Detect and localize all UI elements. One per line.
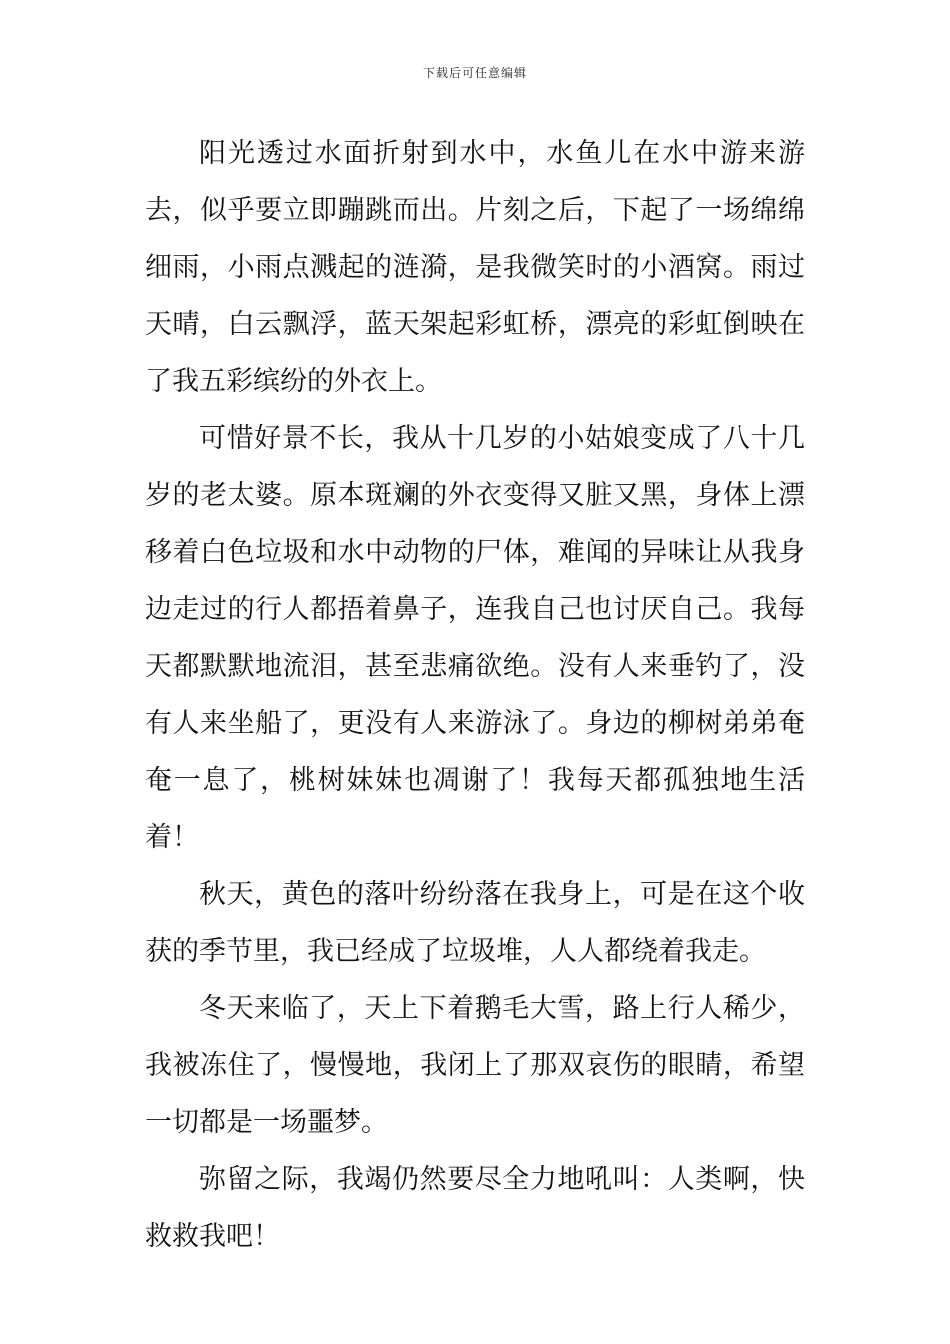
- paragraph-1: 阳光透过水面折射到水中，水鱼儿在水中游来游去，似乎要立即蹦跳而出。片刻之后，下起了一场绵绵细雨，小雨点溅起的涟漪，是我微笑时的小酒窝。雨过天晴，白云飘浮，蓝天架起彩虹桥，漂亮的彩虹倒映在了我五彩缤纷的外衣上。: [145, 138, 805, 397]
- paragraph-4: 冬天来临了，天上下着鹅毛大雪，路上行人稀少，我被冻住了，慢慢地，我闭上了那双哀伤的眼睛，希望一切都是一场噩梦。: [145, 993, 805, 1138]
- paragraph-3: 秋天，黄色的落叶纷纷落在我身上，可是在这个收获的季节里，我已经成了垃圾堆，人人都绕着我走。: [145, 879, 805, 967]
- document-body: [145, 125, 805, 1265]
- page-header: 下载后可任意编辑: [422, 66, 527, 80]
- paragraph-2: 可惜好景不长，我从十几岁的小姑娘变成了八十几岁的老太婆。原本斑斓的外衣变得又脏又黑，身体上漂移着白色垃圾和水中动物的尸体，难闻的异味让从我身边走过的行人都捂着鼻子，连我自己也讨厌自己。我每天都默默地流泪，甚至悲痛欲绝。没有人来垂钓了，没有人来坐船了，更没有人来游泳了。身边的柳树弟弟奄奄一息了，桃树妹妹也凋谢了！我每天都孤独地生活着！: [145, 423, 805, 853]
- paragraph-5: 弥留之际，我竭仍然要尽全力地吼叫：人类啊，快救救我吧！: [145, 1164, 805, 1252]
